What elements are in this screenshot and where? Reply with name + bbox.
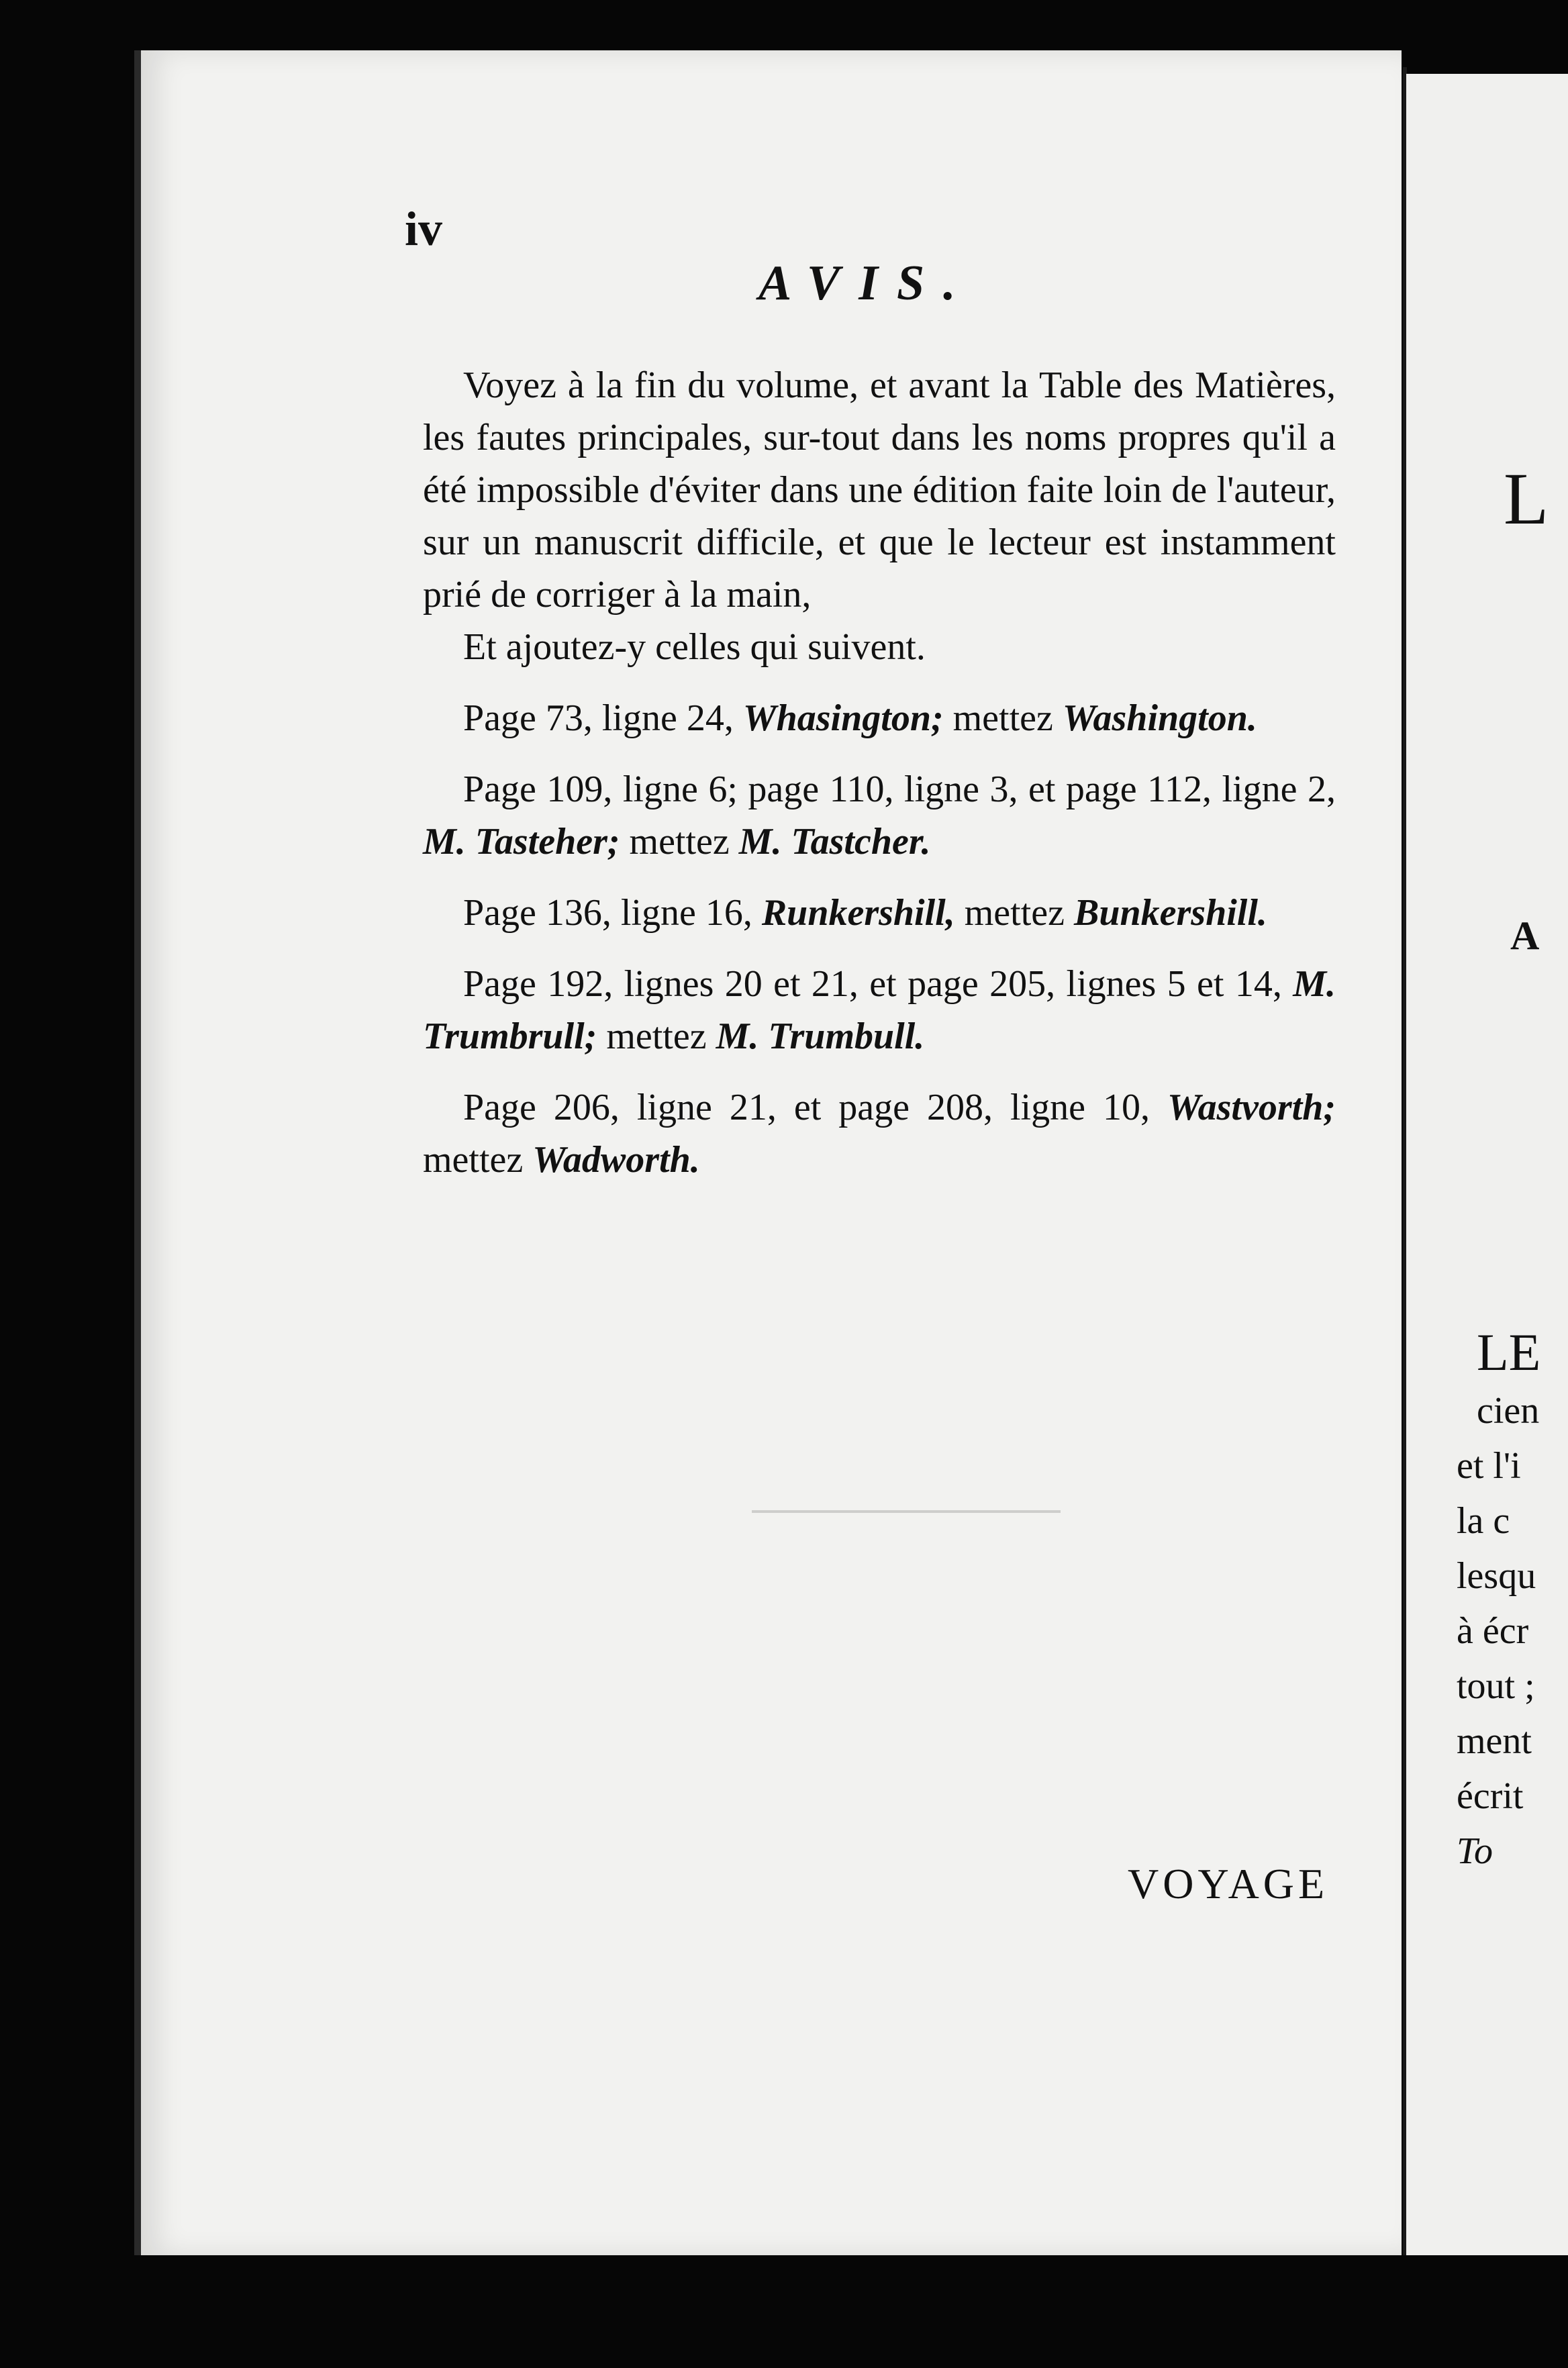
- errata-mid: mettez: [943, 697, 1063, 739]
- catchword: VOYAGE: [1128, 1860, 1329, 1908]
- errata-mid: mettez: [954, 892, 1074, 934]
- avis-text: [423, 359, 1336, 1186]
- paragraph-intro: Voyez à la fin du volume, et avant la Table des Matières, les fautes principales, sur-tout dans les noms propres qu'il a été impossible d'éviter dans une édition faite loin de l'auteur, sur un manuscrit difficile, et que le lecteur est instamment prié de corriger à la main,: [423, 364, 1336, 615]
- bleed-through-text: [376, 1363, 1329, 1524]
- errata-wrong: Wastvorth;: [1167, 1087, 1336, 1128]
- errata-right: M. Trumbull.: [716, 1016, 925, 1057]
- right-page-body-start: LE: [1477, 1323, 1541, 1381]
- right-page-subheading: A: [1510, 914, 1540, 958]
- right-page-line: tout ;: [1457, 1665, 1535, 1707]
- errata-mid: mettez: [597, 1016, 716, 1057]
- errata-right: Wadworth.: [532, 1139, 700, 1181]
- errata-entry: [423, 887, 1336, 939]
- right-page-line: ment: [1457, 1720, 1532, 1762]
- errata-pre: Page 73, ligne 24,: [463, 697, 743, 739]
- errata-right: M. Tastcher.: [738, 821, 931, 862]
- errata-right: Washington.: [1062, 697, 1257, 739]
- errata-entry: [423, 958, 1336, 1063]
- errata-list: [423, 692, 1336, 1186]
- right-page-heading-letter: L: [1504, 458, 1549, 540]
- errata-pre: Page 206, ligne 21, et page 208, ligne 10,: [463, 1087, 1167, 1128]
- right-page: [1406, 74, 1568, 2255]
- page-title: AVIS.: [758, 256, 975, 311]
- right-page-line: écrit: [1457, 1775, 1524, 1817]
- page-number: iv: [405, 202, 443, 256]
- right-page-line: à écr: [1457, 1610, 1529, 1652]
- errata-wrong: M. Trumbrull;: [423, 963, 1336, 1057]
- right-page-line: et l'i: [1457, 1445, 1521, 1487]
- errata-entry: [423, 692, 1336, 744]
- errata-mid: mettez: [423, 1139, 533, 1181]
- errata-mid: mettez: [620, 821, 739, 862]
- bleed-through-rule: [752, 1510, 1061, 1513]
- right-page-line: la c: [1457, 1500, 1510, 1542]
- errata-wrong: Whasington;: [742, 697, 944, 739]
- right-page-line: cien: [1477, 1390, 1540, 1432]
- errata-wrong: Runkershill,: [761, 892, 955, 934]
- errata-wrong: M. Tasteher;: [423, 821, 620, 862]
- errata-pre: Page 109, ligne 6; page 110, ligne 3, et page 112, ligne 2,: [463, 769, 1336, 810]
- paragraph-add: Et ajoutez-y celles qui suivent.: [463, 626, 926, 668]
- errata-entry: [423, 1081, 1336, 1186]
- errata-entry: [423, 763, 1336, 868]
- right-page-line: To: [1457, 1830, 1493, 1872]
- right-page-line: lesqu: [1457, 1555, 1536, 1597]
- errata-right: Bunkershill.: [1073, 892, 1267, 934]
- errata-pre: Page 192, lignes 20 et 21, et page 205, lignes 5 et 14,: [463, 963, 1293, 1005]
- errata-pre: Page 136, ligne 16,: [463, 892, 762, 934]
